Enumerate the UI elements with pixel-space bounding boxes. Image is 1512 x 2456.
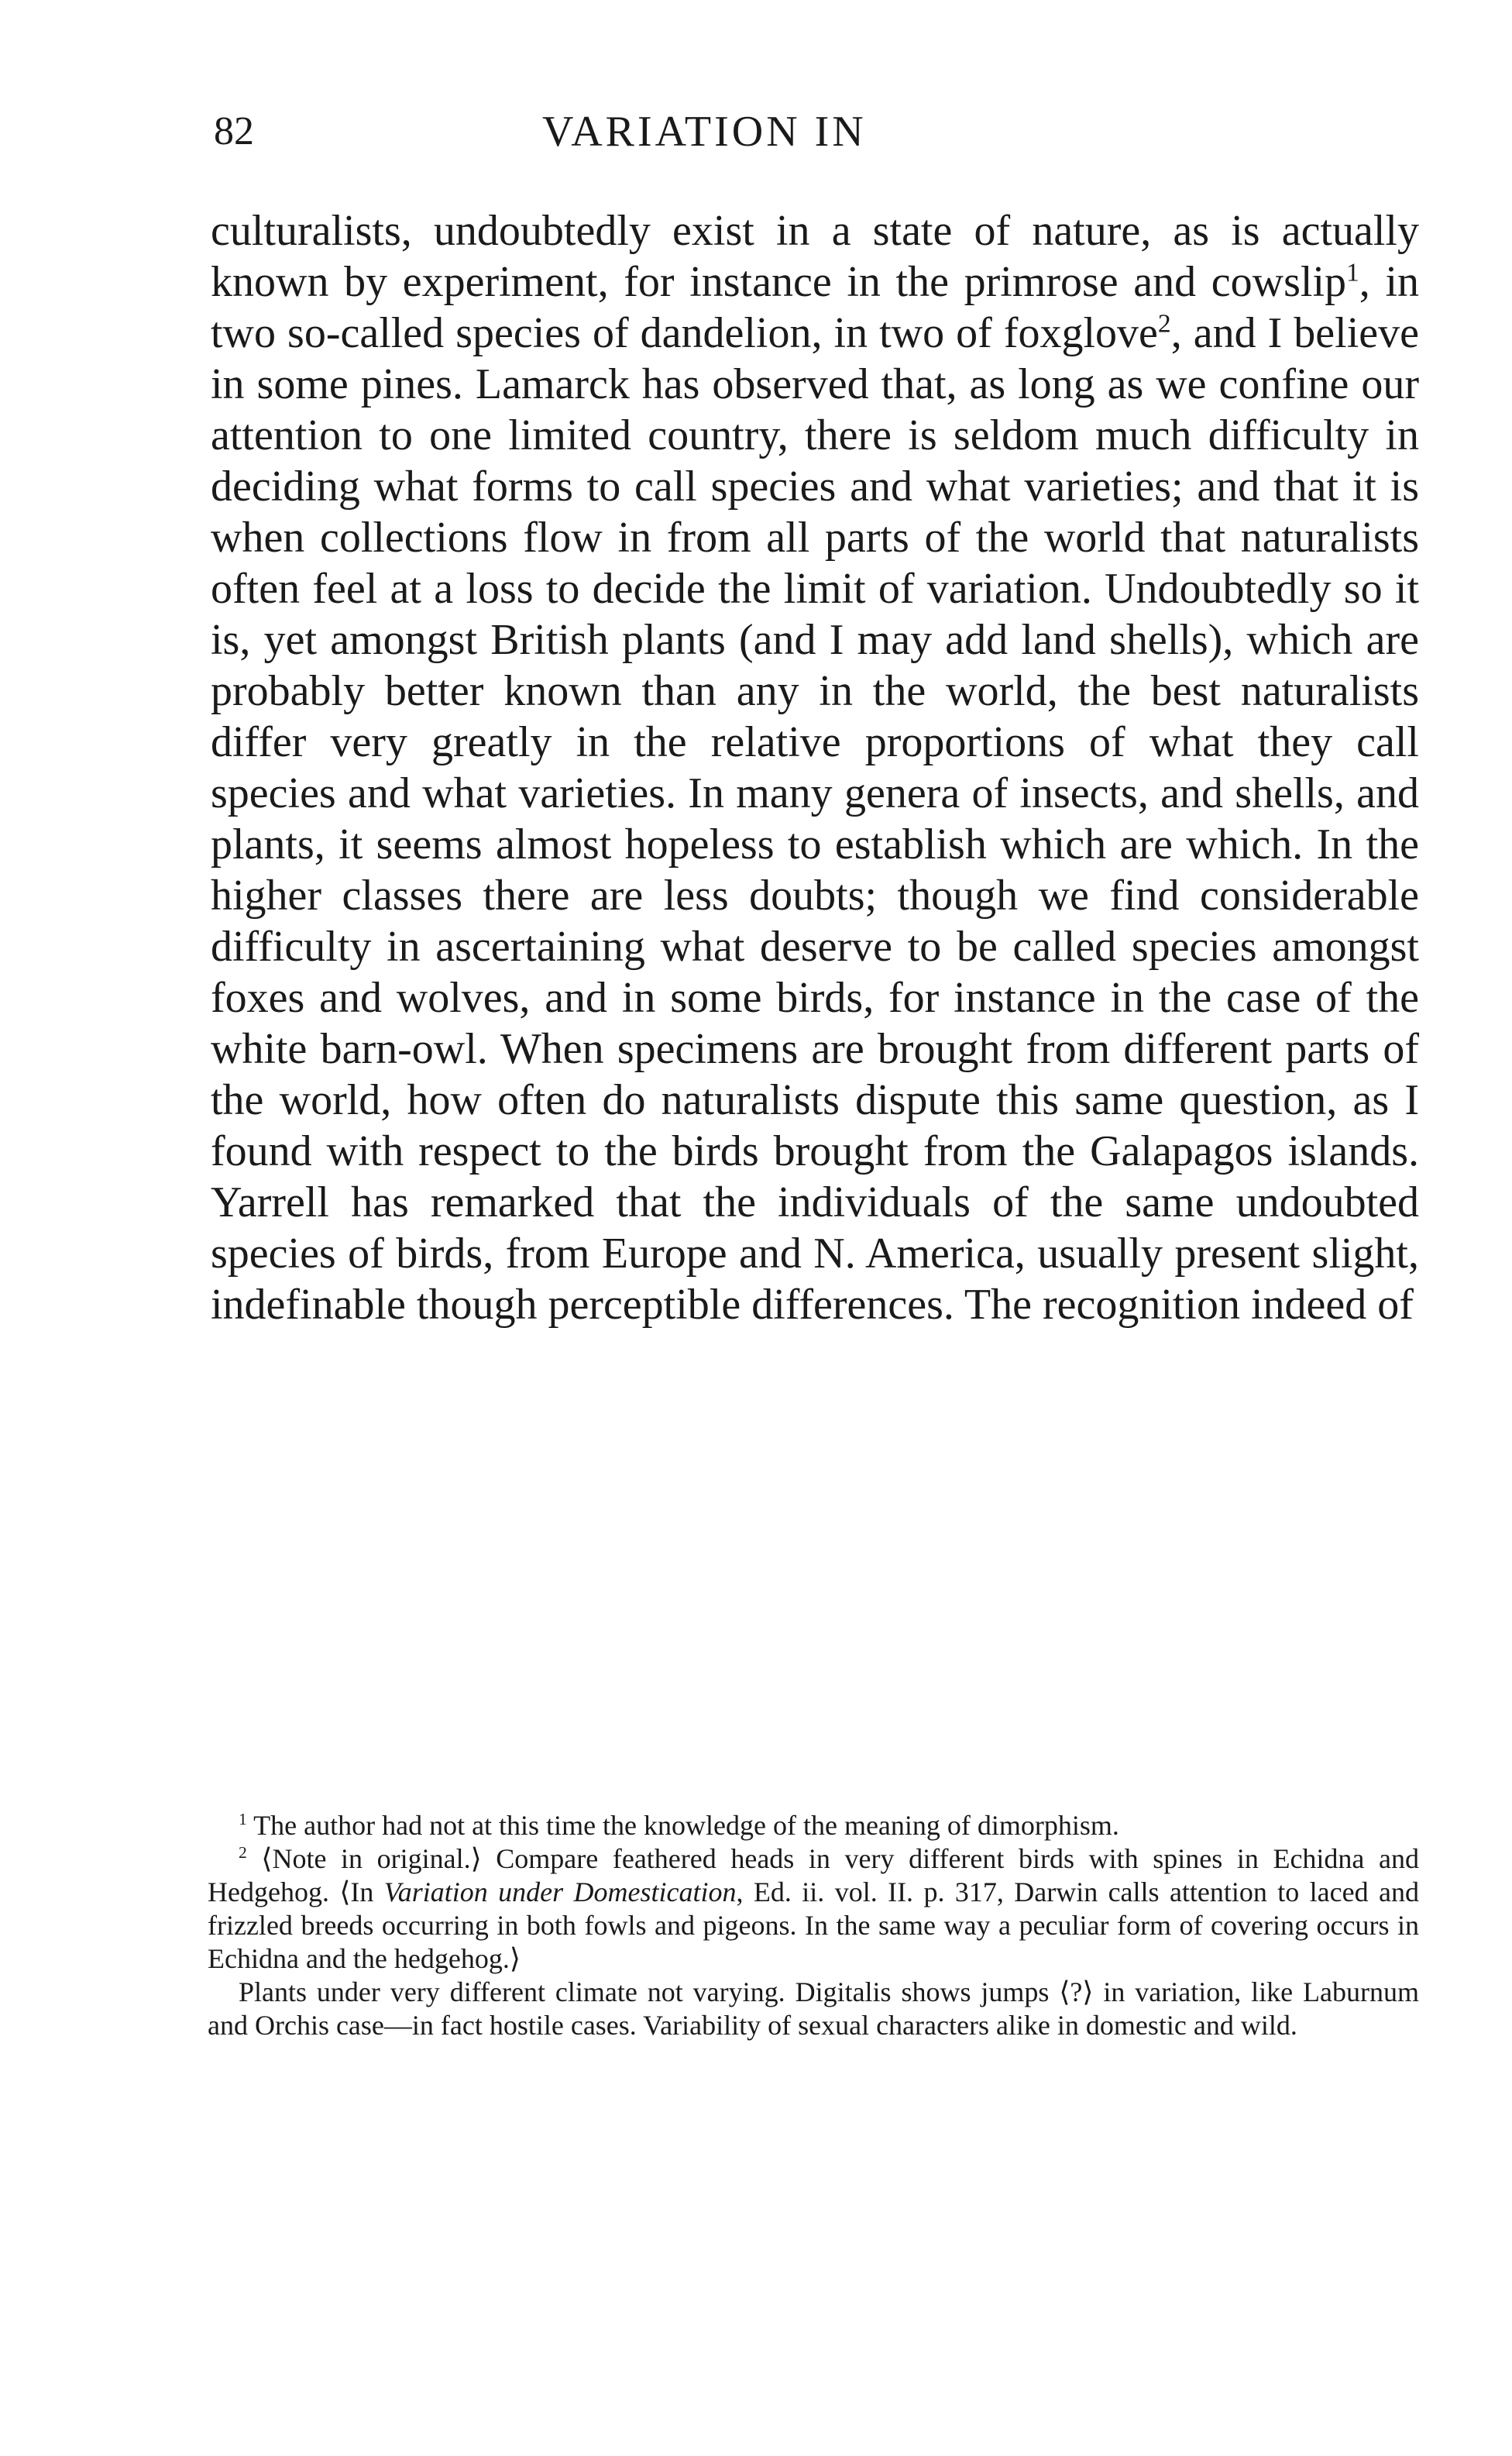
footnote-text: ⟨Note in original.⟩ Compare feathered heads in very different birds with spines in Echidna and Hedgehog. ⟨In: [208, 1843, 1419, 1907]
footnote-marker-2: 2: [239, 1843, 247, 1862]
footnote-text: The author had not at this time the knowledge of the meaning of dimorphism.: [246, 1810, 1119, 1841]
footnote-3: [208, 1976, 1419, 2042]
page-number: 82: [214, 109, 254, 153]
footnote-text: Plants under very different climate not varying. Digitalis shows jumps ⟨?⟩ in variation, like Laburnum and Orchis case—in fact hostile cases. Variability of sexual characters alike in domestic and wild.: [208, 1976, 1419, 2041]
footnote-text: , Ed. ii. vol. II. p. 317, Darwin calls attention to laced and frizzled breeds occurring in both fowls and pigeons. In the same way a peculiar form of covering occurs in Echidna and the hedgehog.⟩: [208, 1876, 1419, 1974]
footnote-book-title: Variation under Domestication: [383, 1876, 737, 1907]
body-text-segment: , and I believe in some pines. Lamarck has observed that, as long as we confine our attention to one limited country, there is seldom much difficulty in deciding what forms to call species and what varieties; and that it is when collections flow in from all parts of the world that naturalists often feel at a loss to decide the limit of variation. Undoubtedly so it is, yet amongst British plants (and I may add land shells), which are probably better known than any in the world, the best naturalists differ very greatly in the relative proportions of what they call species and what varieties. In many genera of insects, and shells, and plants, it seems almost hopeless to establish which are which. In the higher classes there are less doubts; though we find considerable difficulty in ascertaining what deserve to be called species amongst foxes and wolves, and in some birds, for instance in the case of the white barn-owl. When specimens are brought from different parts of the world, how often do naturalists dispute this same question, as I found with respect to the birds brought from the Galapagos islands. Yarrell has remarked that the individuals of the same undoubted species of birds, from Europe and N. America, usually present slight, indefinable though perceptible differences. The recognition indeed of: [211, 309, 1419, 1329]
running-head: VARIATION IN: [542, 108, 867, 156]
footnotes: [208, 1809, 1419, 2042]
body-paragraph: [211, 205, 1419, 1330]
footnote-2: [208, 1842, 1419, 1976]
footnote-reference-2: 2: [1157, 309, 1171, 339]
footnote-1: [208, 1809, 1419, 1842]
footnote-reference-1: 1: [1346, 258, 1359, 287]
body-text-segment: culturalists, undoubtedly exist in a state of nature, as is actually known by experiment, for instance in the primrose and cowslip: [211, 207, 1419, 306]
footnote-marker-1: 1: [239, 1810, 247, 1828]
body-text-segment: , in two so-called species of dandelion, in two of foxglove: [211, 258, 1419, 357]
